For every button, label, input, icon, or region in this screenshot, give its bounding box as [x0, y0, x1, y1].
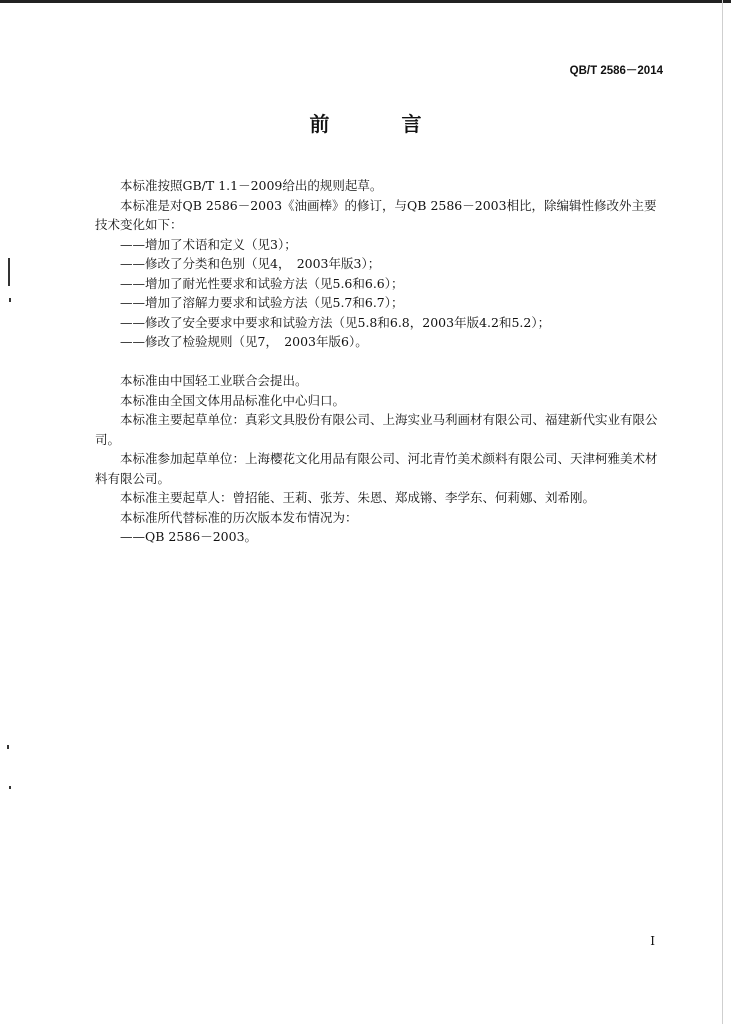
- paragraph: 本标准主要起草单位：真彩文具股份有限公司、上海实业马利画材有限公司、福建新代实业有限公司。: [95, 412, 658, 447]
- scan-mark: [7, 745, 9, 749]
- paragraph: 本标准参加起草单位：上海樱花文化用品有限公司、河北青竹美术颜料有限公司、天津柯雅美术材料有限公司。: [95, 451, 658, 486]
- change-item: ——增加了溶解力要求和试验方法（见5.7和6.7）；: [120, 295, 404, 310]
- spacer: [95, 352, 667, 372]
- change-item: ——增加了术语和定义（见3）；: [120, 236, 297, 252]
- change-item: ——修改了检验规则（见7， 2003年版6）。: [120, 334, 368, 349]
- scan-mark: [9, 786, 11, 789]
- paragraph: 本标准主要起草人：曾招能、王莉、张芳、朱恩、郑成锵、李学东、何莉娜、刘希刚。: [120, 490, 596, 505]
- paragraph: ——QB 2586－2003。: [120, 529, 258, 544]
- paragraph: 本标准按照GB/T 1.1－2009给出的规则起草。: [120, 178, 383, 193]
- page-number: I: [650, 934, 655, 948]
- paragraph: 本标准由全国文体用品标准化中心归口。: [120, 392, 346, 408]
- change-item: ——修改了分类和色别（见4， 2003年版3）；: [120, 256, 381, 271]
- scan-mark: [9, 298, 11, 302]
- change-item: ——修改了安全要求中要求和试验方法（见5.8和6.8，2003年版4.2和5.2）；: [120, 314, 551, 330]
- scan-top-edge: [0, 0, 731, 3]
- foreword-body: [95, 176, 667, 547]
- page-title: 前 言: [309, 112, 448, 136]
- paragraph: 本标准由中国轻工业联合会提出。: [120, 373, 308, 388]
- change-item: ——增加了耐光性要求和试验方法（见5.6和6.6）；: [120, 275, 404, 291]
- paragraph: 本标准所代替标准的历次版本发布情况为：: [120, 509, 358, 525]
- paragraph: 本标准是对QB 2586－2003《油画棒》的修订，与QB 2586－2003相比，除编辑性修改外主要技术变化如下：: [95, 197, 657, 232]
- standard-number: QB/T 2586－2014: [569, 65, 663, 77]
- scan-right-edge: [722, 0, 723, 1024]
- scan-mark: [8, 258, 10, 286]
